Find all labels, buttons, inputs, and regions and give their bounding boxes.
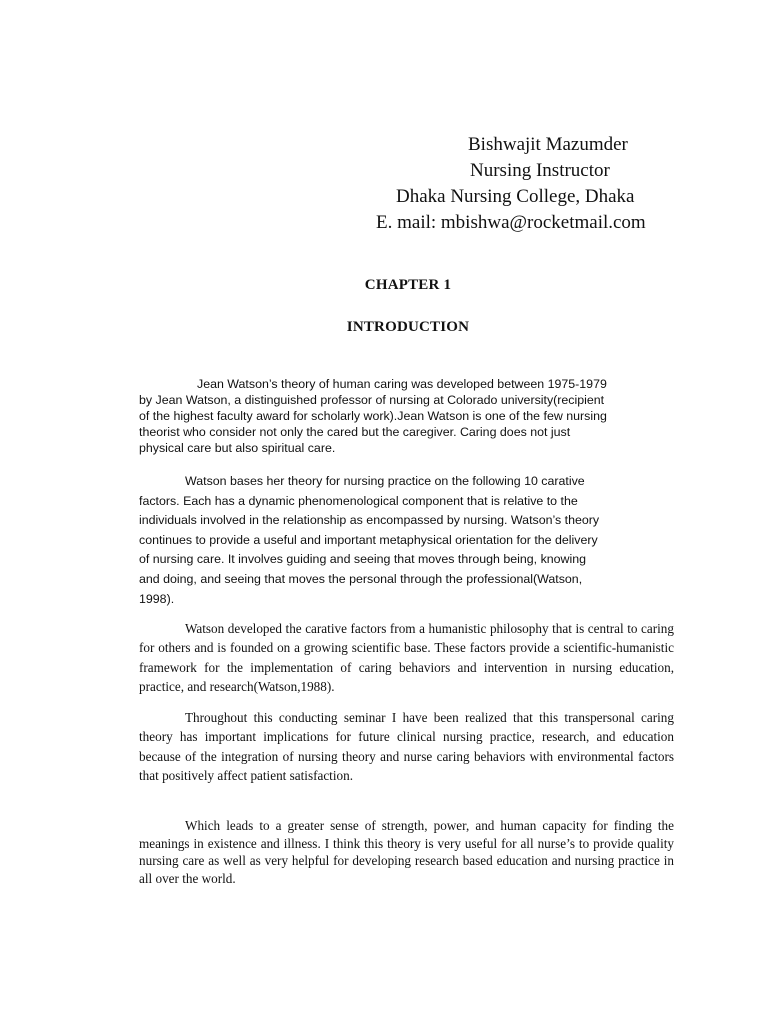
paragraph-1-line: physical care but also spiritual care.	[139, 441, 336, 455]
paragraph-2-line: and doing, and seeing that moves the personal through the professional(Watson,	[139, 571, 583, 586]
author-title: Nursing Instructor	[470, 160, 610, 181]
paragraph-1-line: Jean Watson’s theory of human caring was developed between 1975-1979	[197, 377, 607, 391]
author-college: Dhaka Nursing College, Dhaka	[396, 186, 635, 207]
paragraph-4: Throughout this conducting seminar I have been realized that this transpersonal caring theory has important implications for future clinical nursing practice, research, and education because of the integration of nursing theory and nurse caring behaviors with environmental factors that positively affect patient satisfaction.	[139, 710, 674, 784]
chapter-label: CHAPTER 1	[364, 277, 452, 293]
paragraph-1-line: of the highest faculty award for scholarly work).Jean Watson is one of the few nursing	[139, 409, 607, 423]
paragraph-5: Which leads to a greater sense of strength, power, and human capacity for finding the meanings in existence and illness. I think this theory is very useful for all nurse’s to provide quality nursing care as well as very helpful for developing research based education and nursing practice in all over the world.	[139, 818, 674, 886]
author-name: Bishwajit Mazumder	[468, 134, 628, 155]
paragraph-1-line: theorist who consider not only the cared but the caregiver. Caring does not just	[139, 425, 571, 439]
paragraph-3: Watson developed the carative factors from a humanistic philosophy that is central to caring for others and is founded on a growing scientific base. These factors provide a scientific-humanistic framework for the implementation of caring behaviors and intervention in nursing education, practice, and research(Watson,1988).	[139, 621, 674, 695]
paragraph-2-line: Watson bases her theory for nursing practice on the following 10 carative	[185, 474, 585, 488]
paragraph-2-line: continues to provide a useful and important metaphysical orientation for the delivery	[139, 532, 598, 547]
paragraph-1	[139, 376, 674, 456]
paragraph-2	[139, 472, 674, 609]
paragraph-2-line: 1998).	[139, 591, 175, 606]
chapter-title: INTRODUCTION	[346, 319, 470, 335]
paragraph-2-line: of nursing care. It involves guiding and seeing that moves through being, knowing	[139, 552, 587, 567]
paragraph-1-line: by Jean Watson, a distinguished professor of nursing at Colorado university(recipient	[139, 393, 605, 407]
paragraph-2-line: individuals involved in the relationship as encompassed by nursing. Watson’s theory	[139, 513, 600, 528]
paragraph-2-line: factors. Each has a dynamic phenomenological component that is relative to the	[139, 493, 578, 508]
author-email: E. mail: mbishwa@rocketmail.com	[376, 212, 646, 233]
author-info	[360, 132, 720, 236]
